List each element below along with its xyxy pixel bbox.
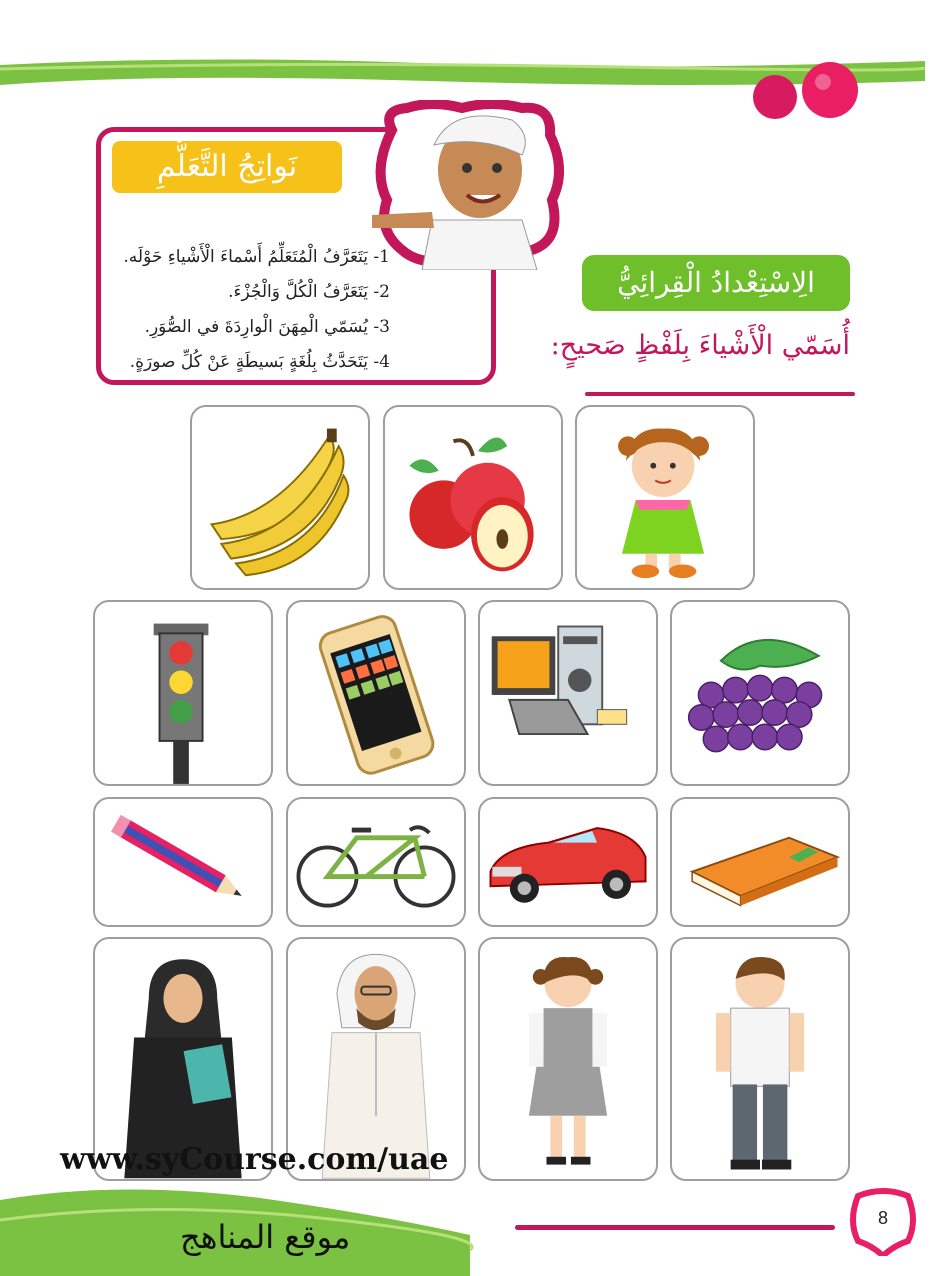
reading-readiness-title: الِاسْتِعْدادُ الْقِرائِيُّ [582,255,850,311]
watermark-url: www.syCourse.com/uae [60,1142,449,1177]
card-bicycle[interactable] [286,797,466,927]
computer-icon [480,602,656,784]
decorative-circles [745,52,875,122]
watermark-arabic: موقع المناهج [180,1218,351,1256]
outcome-item-1: 1- يَتَعَرَّفُ الْمُتَعَلِّمُ أَسْماءَ الْأَشْياءِ حَوْلَه. [123,247,390,267]
car-icon [480,799,656,925]
schoolboy-icon [672,939,848,1179]
page-number: 8 [877,1208,888,1228]
instruction-text: أُسَمّي الْأَشْياءَ بِلَفْظٍ صَحيحٍ: [550,330,850,361]
card-bananas[interactable] [190,405,370,590]
doll-icon [577,407,753,588]
card-car[interactable] [478,797,658,927]
boy-pointing-icon [372,100,567,270]
outcome-item-3: 3- يُسَمّي الْمِهَنَ الْوارِدَةَ في الصُّوَرِ. [144,317,390,337]
outcome-item-4: 4- يَتَحَدَّثُ بِلُغَةٍ بَسيطَةٍ عَنْ كُلِّ صورَةٍ. [129,352,390,372]
instruction-underline [585,392,855,396]
learning-outcomes-list [100,240,390,380]
card-book[interactable] [670,797,850,927]
card-pencil[interactable] [93,797,273,927]
card-traffic-light[interactable] [93,600,273,786]
card-schoolboy[interactable] [670,937,850,1181]
bicycle-icon [288,799,464,925]
pencil-icon [95,799,271,925]
traffic-light-icon [95,602,271,784]
mobile-phone-icon [288,602,464,784]
grapes-icon [672,602,848,784]
bananas-icon [192,407,368,588]
card-apples[interactable] [383,405,563,590]
book-icon [672,799,848,925]
learning-outcomes-title: نَواتِجُ التَّعَلُّمِ [112,141,342,193]
card-doll[interactable] [575,405,755,590]
card-mobile-phone[interactable] [286,600,466,786]
bottom-decorative-line [515,1225,835,1230]
card-grapes[interactable] [670,600,850,786]
card-computer[interactable] [478,600,658,786]
schoolgirl-icon [480,939,656,1179]
card-schoolgirl[interactable] [478,937,658,1181]
outcome-item-2: 2- يَتَعَرَّفُ الْكُلَّ وَالْجُزْءَ. [228,282,390,302]
apples-icon [385,407,561,588]
